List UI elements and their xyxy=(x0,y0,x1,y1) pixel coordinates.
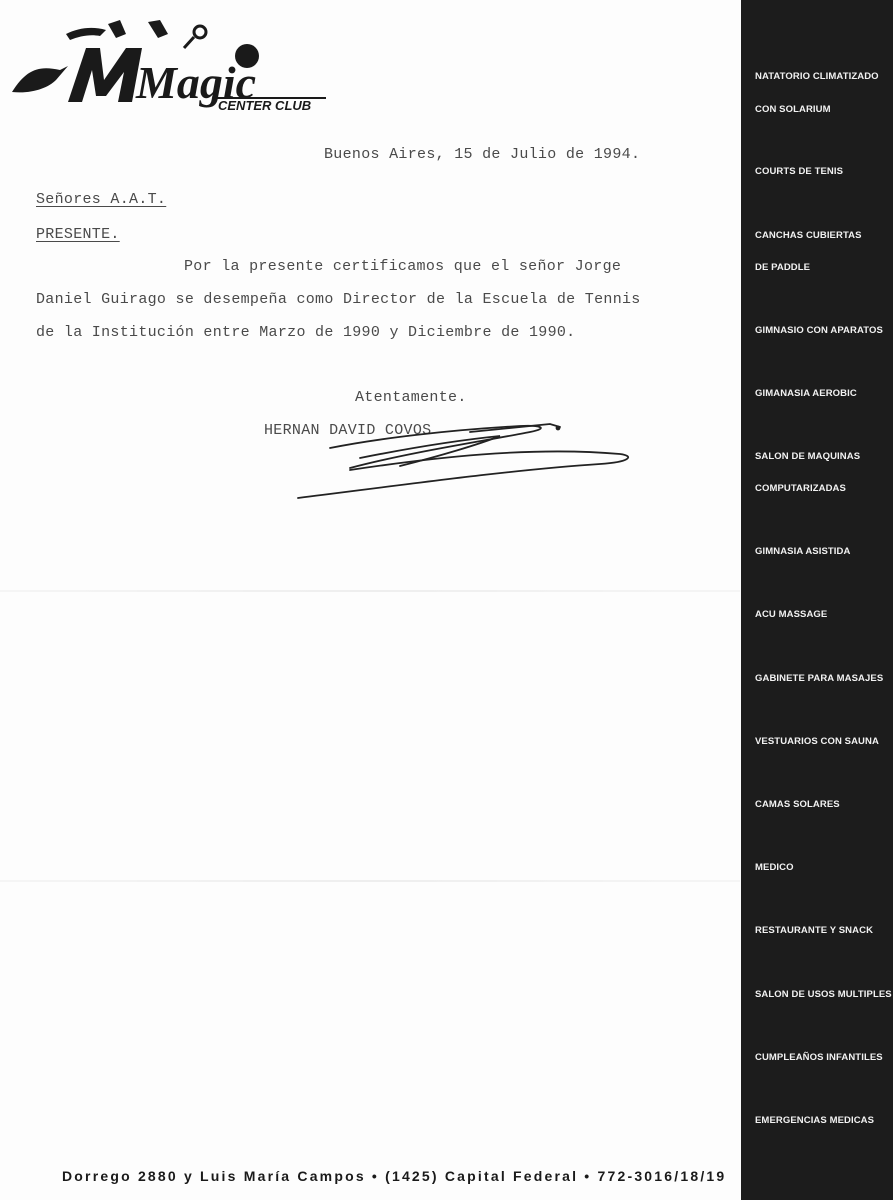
amenity-item: DE PADDLE xyxy=(755,262,811,273)
amenity-item: COMPUTARIZADAS xyxy=(755,483,846,494)
letter-signer-name: HERNAN DAVID COVOS xyxy=(264,422,432,439)
logo-letter-m xyxy=(68,48,142,102)
letter-body-line-2: Daniel Guirago se desempeña como Director de la Escuela de Tennis xyxy=(36,291,641,308)
amenity-item: MEDICO xyxy=(755,862,794,873)
letter-presente: PRESENTE. xyxy=(36,226,120,243)
paper-fold-line xyxy=(0,880,740,882)
amenity-item: EMERGENCIAS MEDICAS xyxy=(755,1115,875,1126)
amenity-item: COURTS DE TENIS xyxy=(755,166,844,177)
swimmer-figure-icon xyxy=(12,66,68,92)
logo-graphic xyxy=(8,10,328,110)
letter-date-line: Buenos Aires, 15 de Julio de 1994. xyxy=(324,146,641,163)
amenity-item: NATATORIO CLIMATIZADO xyxy=(755,71,879,82)
amenity-item: ACU MASSAGE xyxy=(755,609,828,620)
amenity-item: CANCHAS CUBIERTAS xyxy=(755,230,862,241)
amenity-item: GIMANASIA AEROBIC xyxy=(755,388,857,399)
paper-fold-line xyxy=(0,590,740,592)
amenity-item: CAMAS SOLARES xyxy=(755,799,840,810)
amenity-item: CON SOLARIUM xyxy=(755,104,831,115)
amenity-item: GIMNASIO CON APARATOS xyxy=(755,325,883,336)
amenity-item: GIMNASIA ASISTIDA xyxy=(755,546,851,557)
footer-address: Dorrego 2880 y Luis María Campos • (1425) Capital Federal • 772-3016/18/19 xyxy=(62,1168,727,1184)
handwritten-signature xyxy=(290,418,640,508)
amenity-item: CUMPLEAÑOS INFANTILES xyxy=(755,1052,883,1063)
tennis-racket-icon xyxy=(194,26,206,38)
amenity-item: GABINETE PARA MASAJES xyxy=(755,673,884,684)
magic-center-club-logo xyxy=(8,10,328,110)
letter-closing: Atentamente. xyxy=(355,389,467,406)
logo-subtitle-text: CENTER CLUB xyxy=(218,98,312,110)
letter-recipient: Señores A.A.T. xyxy=(36,191,167,208)
amenity-item: SALON DE MAQUINAS xyxy=(755,451,861,462)
athlete-figure-icon xyxy=(108,20,126,38)
amenities-sidebar xyxy=(741,0,893,1200)
logo-brand-text: Magic xyxy=(136,57,257,108)
amenity-item: RESTAURANTE Y SNACK xyxy=(755,925,874,936)
letter-body-line-1: Por la presente certificamos que el señor Jorge xyxy=(184,258,622,275)
amenity-item: SALON DE USOS MULTIPLES xyxy=(755,989,892,1000)
amenity-item: VESTUARIOS CON SAUNA xyxy=(755,736,879,747)
letter-body-line-3: de la Institución entre Marzo de 1990 y Diciembre de 1990. xyxy=(36,324,576,341)
